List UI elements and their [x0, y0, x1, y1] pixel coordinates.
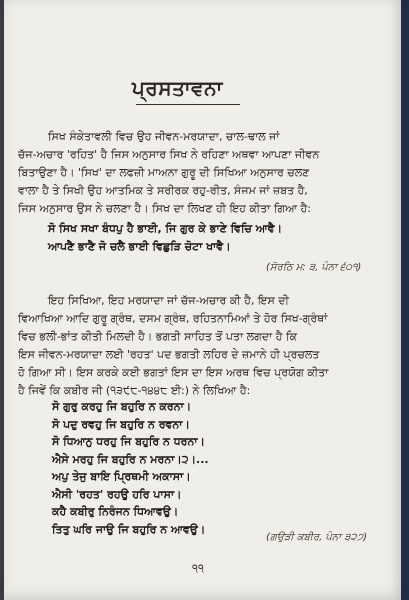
verse-line: ਐਸੇ ਮਰਹੁ ਜਿ ਬਹੁਰਿ ਨ ਮਰਨਾ।੨।...	[52, 452, 209, 466]
text-line: ਚੱਜ-ਅਚਾਰ 'ਰਹਿਤ' ਹੈ ਜਿਸ ਅਨੁਸਾਰ ਸਿਖ ਨੇ ਰਹਿਣਾ ਅਥਵਾ ਆਪਣਾ ਜੀਵਨ	[18, 148, 320, 161]
verse-line: ਐਸੀ 'ਰਹਤ' ਰਹਉ ਹਰਿ ਪਾਸਾ।	[52, 487, 182, 501]
title-underline	[136, 104, 240, 105]
kabir-verse	[52, 398, 392, 538]
scripture-quote	[48, 220, 388, 255]
text-line: ਵਿਆਖਿਆ ਆਦਿ ਗੁਰੂ ਗ੍ਰੰਥ, ਦਸਮ ਗ੍ਰੰਥ, ਰਹਿਤਨਾਮਿਆਂ ਤੇ ਹੋਰ ਸਿਖ-ਗ੍ਰੰਥਾਂ	[18, 312, 328, 325]
book-page	[4, 0, 401, 600]
verse-line: ਸੋ ਗੁਰੁ ਕਰਹੁ ਜਿ ਬਹੁਰਿ ਨ ਕਰਨਾ।	[52, 400, 192, 413]
text-line: ਵਾਲਾ ਹੈ ਤੇ ਸਿਖੀ ਉਹ ਆਤਮਿਕ ਤੇ ਸਰੀਰਕ ਰਹੁ-ਰੀਤ, ਸੰਜਮ ਜਾਂ ਜ਼ਬਤ ਹੈ,	[18, 184, 308, 197]
text-line: ਸਿਖ ਸੰਕੇਤਾਵਲੀ ਵਿਚ ਉਹ ਜੀਵਨ-ਮਰਯਾਦਾ, ਚਾਲ-ਢਾਲ ਜਾਂ	[48, 130, 280, 143]
text-line: ਬਿਤਾਉਣਾ ਹੈ। 'ਸਿਖ' ਦਾ ਲਫਜ਼ੀ ਮਾਅਨਾ ਗੁਰੂ ਦੀ ਸਿਖਿਆ ਅਨੁਸਾਰ ਚਲਣ	[18, 166, 310, 179]
verse-line: ਸੋ ਧਿਆਨੁ ਧਰਹੁ ਜਿ ਬਹੁਰਿ ਨ ਧਰਨਾ।	[52, 435, 205, 448]
text-line: ਇਸ ਜੀਵਨ-ਮਰਯਾਦਾ ਲਈ 'ਰਹਤ' ਪਦ ਭਗਤੀ ਲਹਿਰ ਦੇ ਜ਼ਮਾਨੇ ਹੀ ਪ੍ਰਚਲਤ	[18, 348, 320, 361]
text-line: ਹੋ ਗਿਆ ਸੀ। ਇਸ ਕਰਕੇ ਕਈ ਭਗਤਾਂ ਇਸ ਦਾ ਇਸ ਅਰਥ ਵਿਚ ਪ੍ਰਯੋਗ ਕੀਤਾ	[18, 366, 329, 379]
verse-line: ਅਪੁ ਤੇਜੁ ਬਾਇ ਪ੍ਰਿਥਮੀ ਅਕਾਸਾ।	[52, 470, 191, 483]
text-line: ਜਿਸ ਅਨੁਸਾਰ ਉਸ ਨੇ ਚਲਣਾ ਹੈ। ਸਿਖ ਦਾ ਲਿਖਣ ਹੀ ਇਹ ਕੀਤਾ ਗਿਆ ਹੈ:	[18, 202, 311, 215]
paragraph-intro	[18, 128, 384, 218]
text-line: ਹੈ ਜਿਵੇਂ ਕਿ ਕਬੀਰ ਜੀ (੧੩੯੮-੧੪੪੮ ਈ:) ਨੇ ਲਿਖਿਆ ਹੈ:	[18, 384, 251, 397]
citation: (ਸੋਰਠਿ ਮ: ੩, ਪੰਨਾ ੬੦੧)	[266, 262, 362, 273]
text-line: ਇਹ ਸਿਖਿਆ, ਇਹ ਮਰਯਾਦਾ ਜਾਂ ਚੱਜ-ਅਚਾਰ ਕੀ ਹੈ, ਇਸ ਦੀ	[48, 294, 289, 307]
quote-line: ਸੋ ਸਿਖ ਸਖਾ ਬੰਧਪੁ ਹੈ ਭਾਈ, ਜਿ ਗੁਰ ਕੇ ਭਾਣੇ ਵਿਚਿ ਆਵੈ।	[48, 222, 283, 235]
verse-line: ਤਿਤੁ ਘਰਿ ਜਾਉ ਜਿ ਬਹੁਰਿ ਨ ਆਵਉ।	[52, 522, 206, 536]
page-number: ੧੧	[192, 562, 204, 575]
text-line: ਵਿਚ ਭਲੀ-ਭਾਂਤ ਕੀਤੀ ਮਿਲਦੀ ਹੈ। ਭਗਤੀ ਸਾਹਿਤ ਤੋਂ ਪਤਾ ਲਗਦਾ ਹੈ ਕਿ	[18, 330, 297, 343]
verse-line: ਕਹੈ ਕਬੀਰੁ ਨਿਰੰਜਨ ਧਿਆਵਉ।	[52, 505, 179, 518]
citation: (ਗਉੜੀ ਕਬੀਰ, ਪੰਨਾ ੩੨੭)	[266, 532, 367, 543]
page-title: ਪ੍ਰਸਤਾਵਨਾ	[132, 76, 223, 100]
quote-line: ਆਪਣੈ ਭਾਣੈ ਜੋ ਚਲੈ ਭਾਈ ਵਿਛੁੜਿ ਚੋਟਾ ਖਾਵੈ।	[48, 239, 231, 253]
paragraph-main	[18, 292, 384, 400]
book-spine	[401, 0, 409, 600]
verse-line: ਸੋ ਪਦੁ ਰਵਹੁ ਜਿ ਬਹੁਰਿ ਨ ਰਵਨਾ।	[52, 417, 190, 431]
